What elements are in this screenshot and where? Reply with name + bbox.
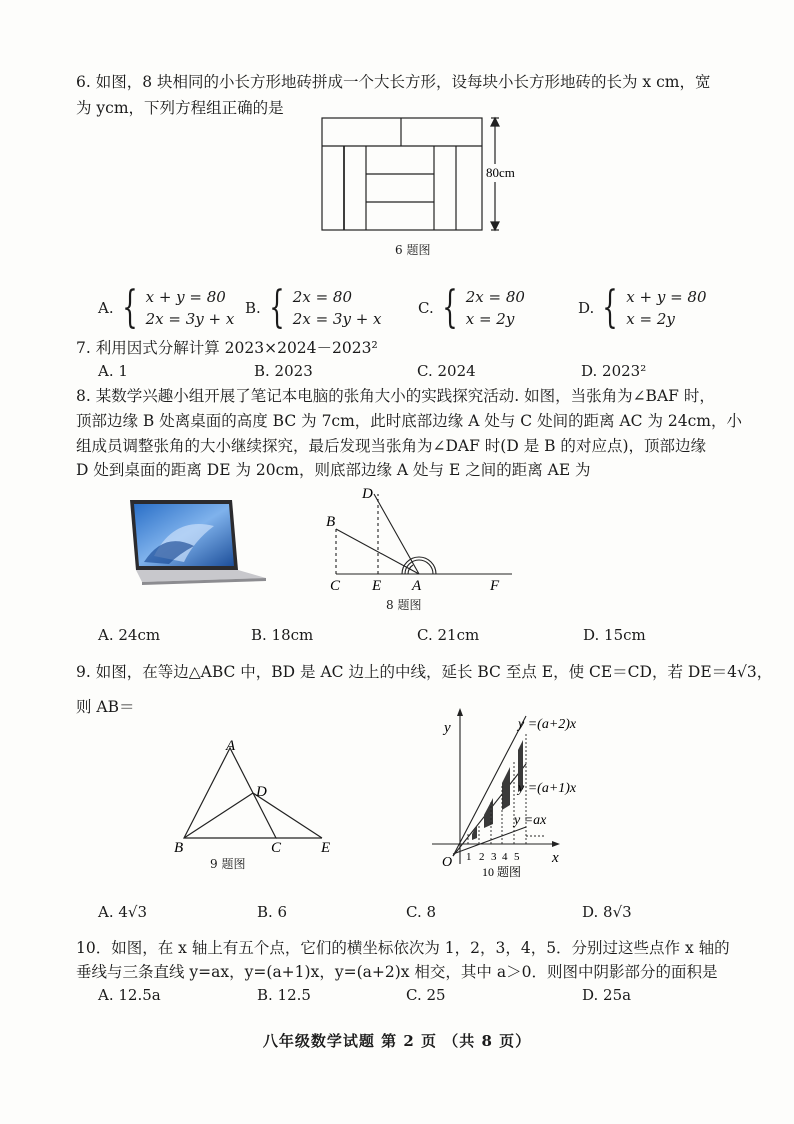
point-label-e: E: [321, 840, 331, 856]
q10-option-d[interactable]: D. 25a: [582, 986, 632, 1004]
q10-stem-line1: 10．如图，在 x 轴上有五个点，它们的横坐标依次为 1，2，3，4，5．分别过这些点作 x 轴的: [76, 939, 730, 957]
q8-option-d[interactable]: D. 15cm: [583, 626, 646, 644]
x-tick-5: 5: [514, 851, 520, 863]
point-label-b: B: [326, 514, 336, 530]
point-label-d: D: [362, 486, 373, 502]
q6-height-label: 80cm: [486, 165, 515, 180]
q10-option-a[interactable]: A. 12.5a: [98, 986, 161, 1004]
q6-tile-figure: [315, 112, 535, 240]
q9-option-c[interactable]: C. 8: [406, 903, 437, 921]
q6-caption: 6 题图: [395, 243, 431, 257]
q7-stem: 7. 利用因式分解计算 2023×2024－2023²: [76, 339, 378, 357]
left-brace-icon: {: [602, 282, 618, 333]
point-label-a: A: [412, 578, 422, 594]
q8-stem-line3: 组成员调整张角的大小继续探究，最后发现当张角为∠DAF 时(D 是 B 的对应点)，顶部边缘: [76, 437, 706, 455]
q8-option-c[interactable]: C. 21cm: [417, 626, 480, 644]
point-label-c: C: [330, 578, 341, 594]
q10-graph-figure: [426, 704, 626, 884]
x-tick-2: 2: [479, 851, 485, 863]
q9-option-b[interactable]: B. 6: [257, 903, 288, 921]
q10-option-b[interactable]: B. 12.5: [257, 986, 311, 1004]
left-brace-icon: {: [269, 282, 285, 333]
q7-option-c[interactable]: C. 2024: [417, 362, 476, 380]
q10-stem-line2: 垂线与三条直线 y=ax，y=(a+1)x，y=(a+2)x 相交，其中 a＞0．则图中阴影部分的面积是: [76, 963, 718, 981]
q8-stem-line2: 顶部边缘 B 处离桌面的高度 BC 为 7cm，此时底部边缘 A 处与 C 处间的距离 AC 为 24cm，小: [76, 412, 743, 430]
q8-stem-line1: 8. 某数学兴趣小组开展了笔记本电脑的张角大小的实践探究活动. 如图，当张角为∠BAF 时，: [76, 387, 715, 405]
left-brace-icon: {: [442, 282, 458, 333]
q7-option-b[interactable]: B. 2023: [254, 362, 313, 380]
q9-caption: 9 题图: [210, 857, 246, 871]
q8-stem-line4: D 处到桌面的距离 DE 为 20cm，则底部边缘 A 处与 E 之间的距离 AE 为: [76, 461, 591, 479]
q8-option-b[interactable]: B. 18cm: [251, 626, 314, 644]
q8-geometry-figure: [322, 484, 522, 594]
laptop-image: [124, 496, 270, 591]
x-tick-1: 1: [466, 851, 472, 863]
q9-stem-line1: 9. 如图，在等边△ABC 中，BD 是 AC 边上的中线，延长 BC 至点 E，使 CE＝CD，若 DE＝4√3，: [76, 663, 773, 681]
line-label-a-plus-2: y =(a+2)x: [518, 717, 577, 732]
q9-stem-line2: 则 AB＝: [76, 698, 135, 716]
point-label-c: C: [271, 840, 282, 856]
left-brace-icon: {: [121, 282, 138, 333]
q8-option-a[interactable]: A. 24cm: [98, 626, 161, 644]
q9-option-d[interactable]: D. 8√3: [582, 903, 632, 921]
point-label-a: A: [226, 738, 236, 754]
x-axis-label: x: [552, 850, 559, 866]
q10-option-c[interactable]: C. 25: [406, 986, 446, 1004]
y-axis-label: y: [444, 720, 451, 736]
point-label-b: B: [174, 840, 184, 856]
q9-triangle-figure: [170, 738, 350, 858]
x-tick-4: 4: [502, 851, 508, 863]
x-tick-3: 3: [491, 851, 497, 863]
q6-stem-line1: 6. 如图，8 块相同的小长方形地砖拼成一个大长方形，设每块小长方形地砖的长为 x cm，宽: [76, 73, 711, 91]
point-label-f: F: [490, 578, 500, 594]
q6-stem-line2: 为 ycm，下列方程组正确的是: [76, 99, 284, 117]
q7-option-a[interactable]: A. 1: [98, 362, 128, 380]
line-label-a: y =ax: [514, 813, 547, 828]
page-footer: 八年级数学试题 第 2 页 （共 8 页）: [262, 1032, 532, 1050]
q8-caption: 8 题图: [386, 598, 422, 612]
point-label-d: D: [256, 784, 267, 800]
origin-label: O: [442, 855, 453, 870]
q7-option-d[interactable]: D. 2023²: [581, 362, 647, 380]
point-label-e: E: [372, 578, 382, 594]
q10-caption: 10 题图: [482, 865, 522, 879]
q9-option-a[interactable]: A. 4√3: [98, 903, 148, 921]
line-label-a-plus-1: y =(a+1)x: [518, 781, 577, 796]
